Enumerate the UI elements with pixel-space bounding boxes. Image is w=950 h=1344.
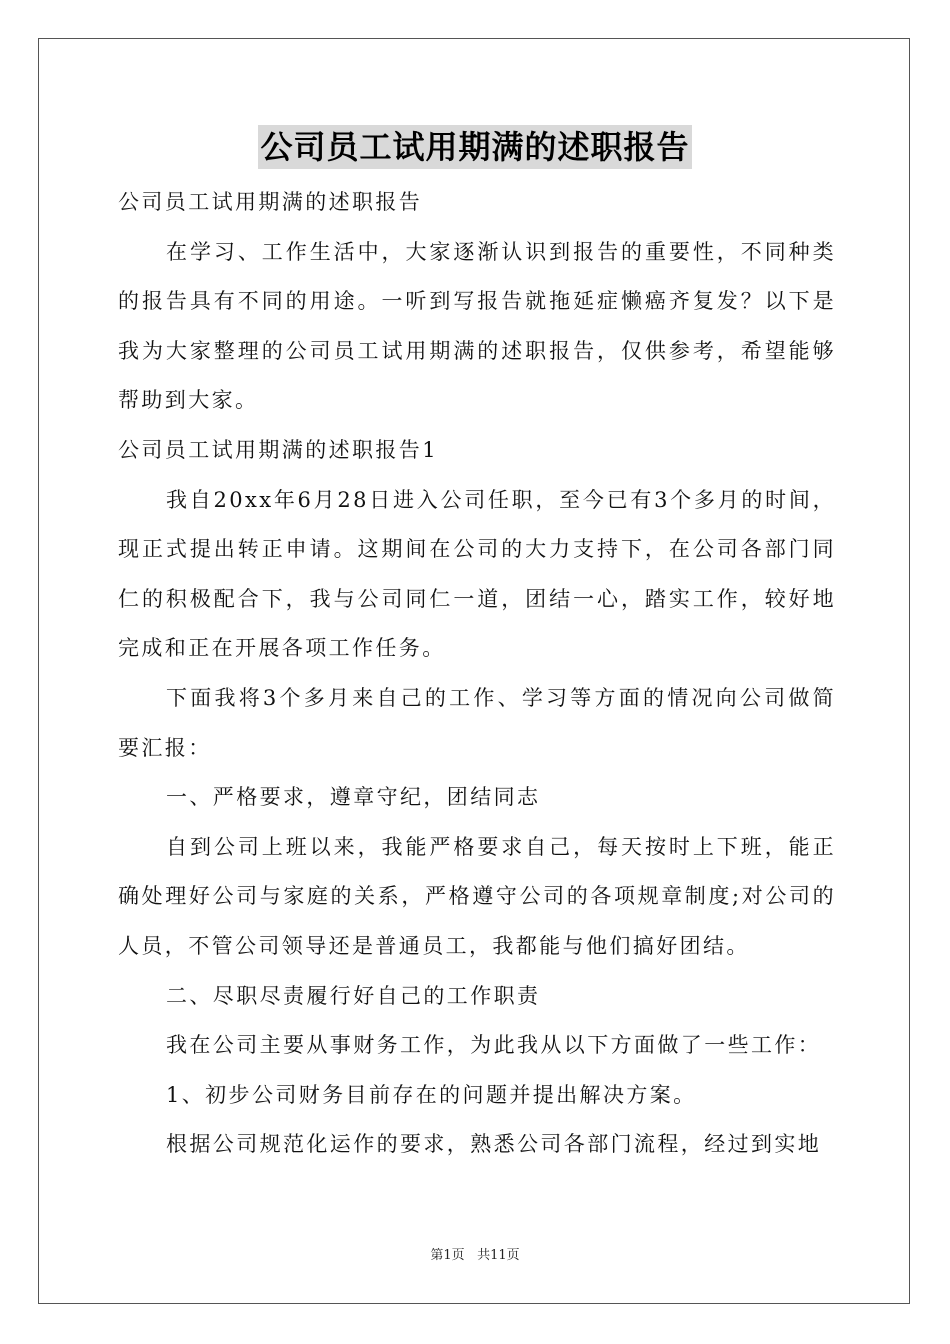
paragraph: 在学习、工作生活中，大家逐渐认识到报告的重要性，不同种类的报告具有不同的用途。一听到写报告就拖延症懒癌齐复发？以下是我为大家整理的公司员工试用期满的述职报告，仅供参考，希望能够帮助到大家。 [118, 239, 836, 413]
paragraph: 下面我将3个多月来自己的工作、学习等方面的情况向公司做简要汇报： [118, 685, 836, 760]
page-footer [0, 1247, 950, 1265]
paragraph: 自到公司上班以来，我能严格要求自己，每天按时上下班，能正确处理好公司与家庭的关系，严格遵守公司的各项规章制度;对公司的人员，不管公司领导还是普通员工，我都能与他们搞好团结。 [118, 834, 836, 958]
footer-spacer [465, 1248, 477, 1263]
page-total: 共11页 [477, 1248, 520, 1263]
paragraph: 公司员工试用期满的述职报告 [118, 190, 423, 214]
paragraph: 我自20xx年6月28日进入公司任职，至今已有3个多月的时间，现正式提出转正申请。这期间在公司的大力支持下，在公司各部门同仁的积极配合下，我与公司同仁一道，团结一心，踏实工作，较好地完成和正在开展各项工作任务。 [118, 487, 836, 661]
section-heading: 一、严格要求，遵章守纪，团结同志 [166, 785, 541, 810]
paragraph: 根据公司规范化运作的要求，熟悉公司各部门流程，经过到实地 [166, 1132, 822, 1157]
section-heading: 二、尽职尽责履行好自己的工作职责 [166, 983, 541, 1008]
page-number: 第1页 [430, 1248, 465, 1263]
title-container [0, 125, 950, 169]
paragraph: 公司员工试用期满的述职报告1 [118, 437, 438, 462]
list-item: 1、初步公司财务目前存在的问题并提出解决方案。 [166, 1082, 697, 1107]
paragraph: 我在公司主要从事财务工作，为此我从以下方面做了一些工作： [166, 1033, 822, 1058]
document-body [118, 178, 836, 1170]
document-title: 公司员工试用期满的述职报告 [258, 125, 691, 169]
